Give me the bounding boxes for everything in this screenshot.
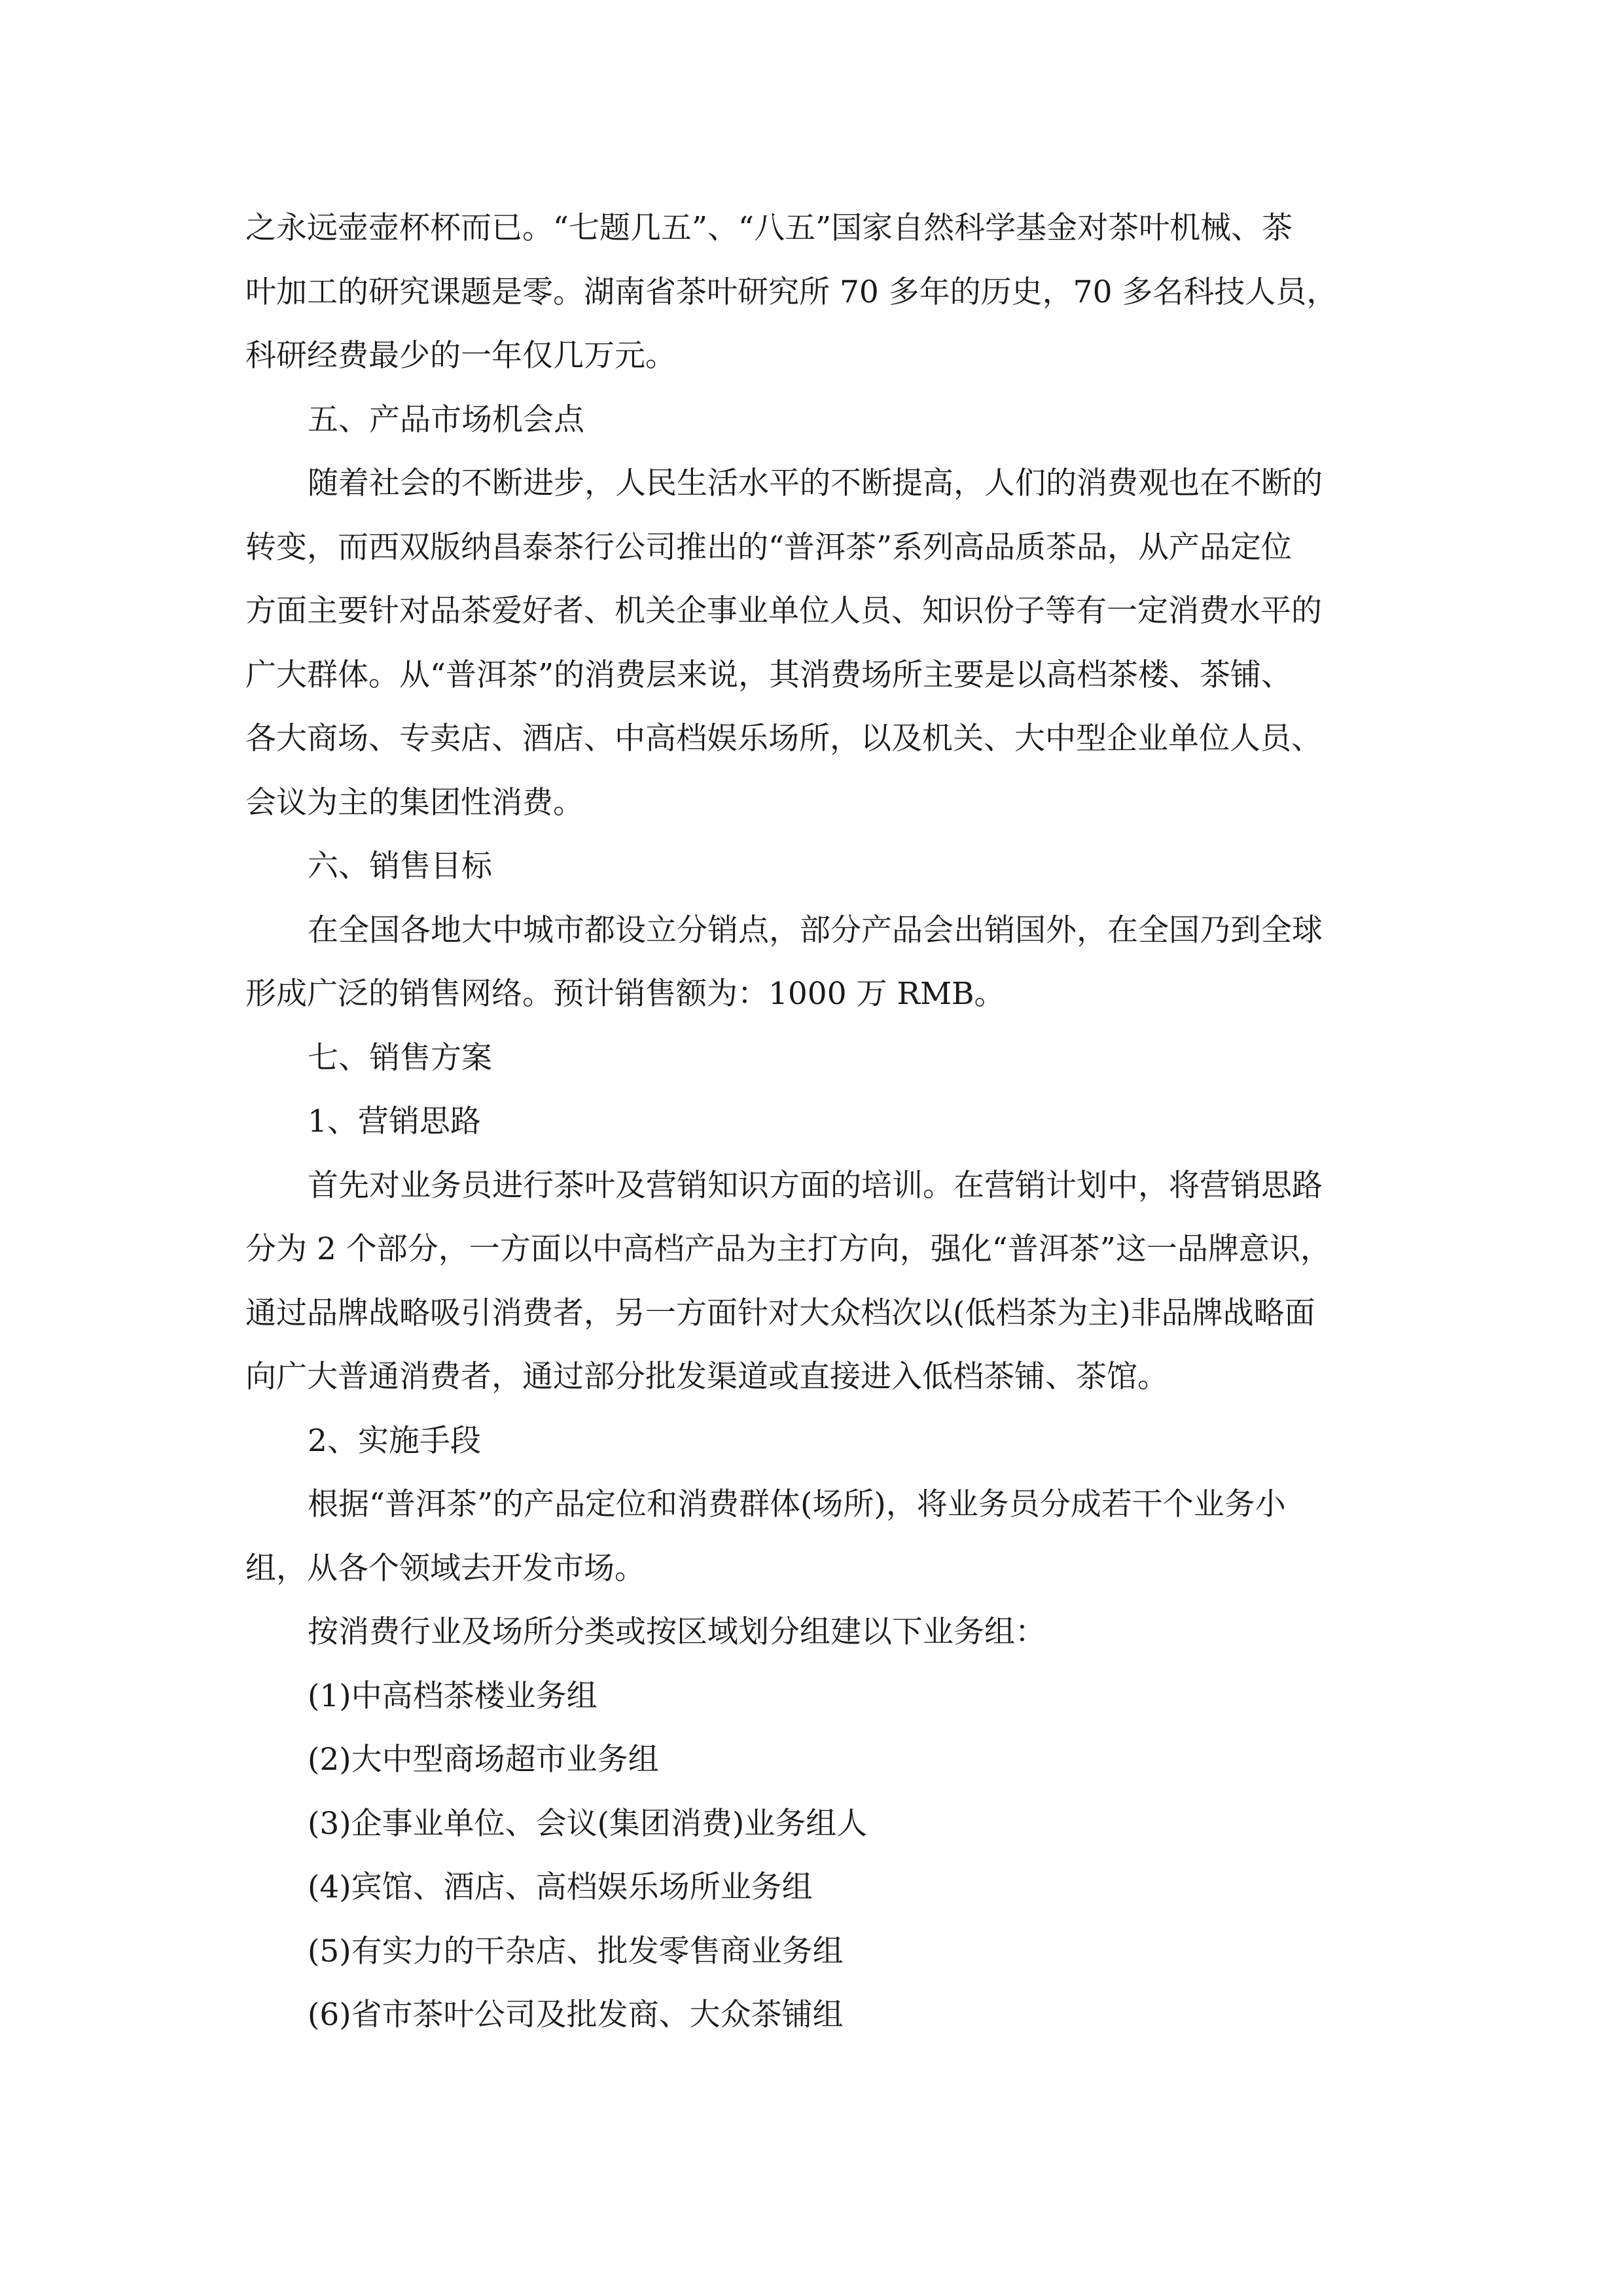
list-item: (5)有实力的干杂店、批发零售商业务组 <box>308 1933 844 1969</box>
section-heading-7: 七、销售方案 <box>308 1039 492 1076</box>
list-item: (2)大中型商场超市业务组 <box>308 1742 659 1778</box>
paragraph-line: 分为 2 个部分，一方面以中高档产品为主打方向，强化“普洱茶”这一品牌意识， <box>245 1231 1331 1267</box>
paragraph-line: 之永远壶壶杯杯而已。“七题几五”、“八五”国家自然科学基金对茶叶机械、茶 <box>245 210 1293 246</box>
paragraph-line: 首先对业务员进行茶叶及营销知识方面的培训。在营销计划中，将营销思路 <box>308 1167 1323 1204</box>
paragraph-line: 会议为主的集团性消费。 <box>245 784 584 821</box>
paragraph-line: 根据“普洱茶”的产品定位和消费群体(场所)，将业务员分成若干个业务小 <box>308 1486 1286 1522</box>
list-item: (6)省市茶叶公司及批发商、大众茶铺组 <box>308 1997 844 2033</box>
document-body <box>245 196 1397 2047</box>
paragraph-line: 在全国各地大中城市都设立分销点，部分产品会出销国外，在全国乃到全球 <box>308 912 1323 948</box>
section-heading-5: 五、产品市场机会点 <box>308 401 584 438</box>
paragraph-line: 通过品牌战略吸引消费者，另一方面针对大众档次以(低档茶为主)非品牌战略面 <box>245 1295 1315 1331</box>
subsection-heading-1: 1、营销思路 <box>308 1103 481 1139</box>
list-item: (1)中高档茶楼业务组 <box>308 1677 597 1714</box>
paragraph-line: 按消费行业及场所分类或按区域划分组建以下业务组： <box>308 1614 1046 1650</box>
paragraph-line: 叶加工的研究课题是零。湖南省茶叶研究所 70 多年的历史，70 多名科技人员， <box>245 274 1338 310</box>
paragraph-line: 转变，而西双版纳昌泰茶行公司推出的“普洱茶”系列高品质茶品，从产品定位 <box>245 529 1293 565</box>
subsection-heading-2: 2、实施手段 <box>308 1422 481 1459</box>
paragraph-line: 组，从各个领域去开发市场。 <box>245 1550 645 1587</box>
paragraph-line: 各大商场、专卖店、酒店、中高档娱乐场所，以及机关、大中型企业单位人员、 <box>245 721 1322 757</box>
paragraph-line: 形成广泛的销售网络。预计销售额为：1000 万 RMB。 <box>245 976 1005 1012</box>
paragraph-line: 科研经费最少的一年仅几万元。 <box>245 338 676 374</box>
paragraph-line: 向广大普通消费者，通过部分批发渠道或直接进入低档茶铺、茶馆。 <box>245 1359 1168 1395</box>
section-heading-6: 六、销售目标 <box>308 848 492 884</box>
paragraph-line: 随着社会的不断进步，人民生活水平的不断提高，人们的消费观也在不断的 <box>308 465 1323 501</box>
list-item: (4)宾馆、酒店、高档娱乐场所业务组 <box>308 1869 813 1905</box>
list-item: (3)企事业单位、会议(集团消费)业务组人 <box>308 1805 868 1842</box>
paragraph-line: 方面主要针对品茶爱好者、机关企事业单位人员、知识份子等有一定消费水平的 <box>245 593 1322 629</box>
paragraph-line: 广大群体。从“普洱茶”的消费层来说，其消费场所主要是以高档茶楼、茶铺、 <box>245 656 1293 693</box>
